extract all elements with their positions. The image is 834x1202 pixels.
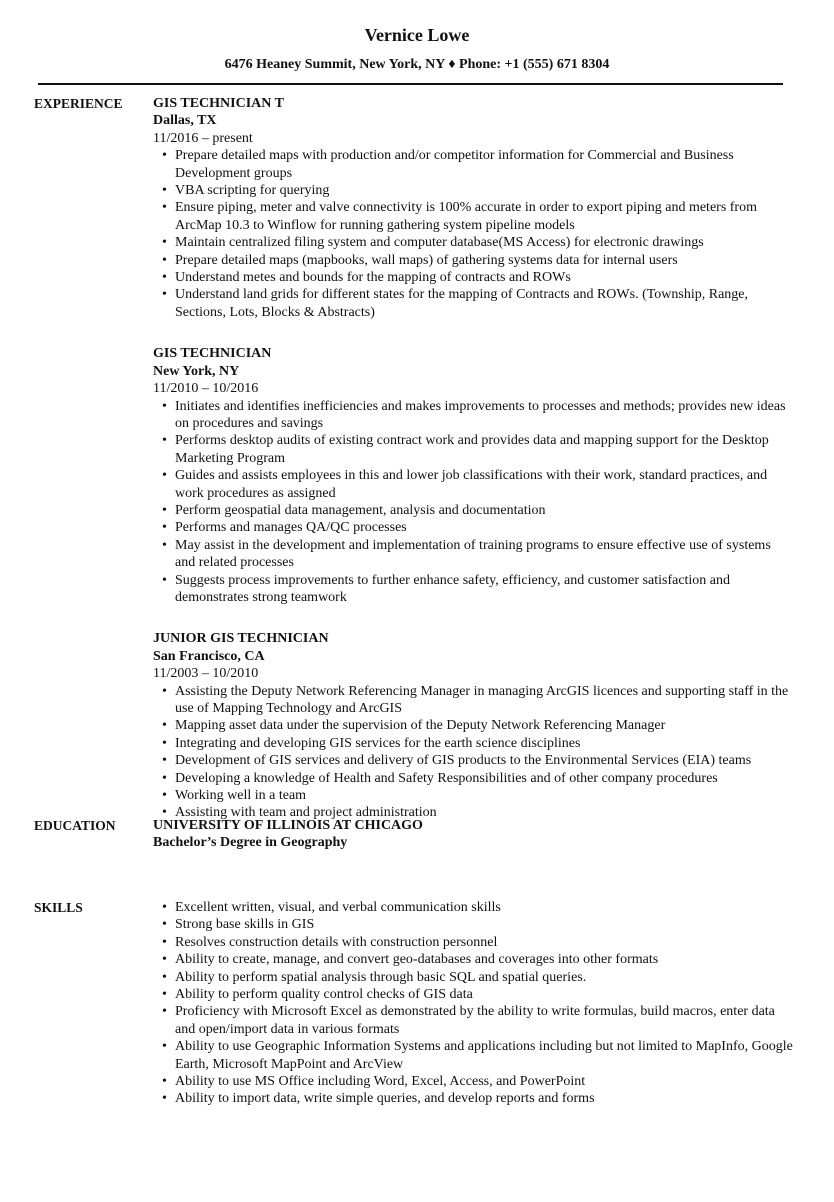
job-location: San Francisco, CA <box>153 648 265 664</box>
list-item: • Understand metes and bounds for the mapping of contracts and ROWs <box>175 269 793 286</box>
list-item: • Integrating and developing GIS services for the earth science disciplines <box>175 735 793 752</box>
list-item: • Performs desktop audits of existing contract work and provides data and mapping support for the Desktop Marketing Program <box>175 432 793 467</box>
skill-item: • Excellent written, visual, and verbal communication skills <box>175 899 793 916</box>
skill-item: • Ability to import data, write simple queries, and develop reports and forms <box>175 1090 793 1107</box>
skill-item: • Proficiency with Microsoft Excel as demonstrated by the ability to write formulas, build macros, enter data and open/import data in various formats <box>175 1003 793 1038</box>
skill-item: • Ability to use MS Office including Word, Excel, Access, and PowerPoint <box>175 1073 793 1090</box>
list-item: • Maintain centralized filing system and computer database(MS Access) for electronic drawings <box>175 234 793 251</box>
skill-item: • Resolves construction details with construction personnel <box>175 934 793 951</box>
list-item: • Suggests process improvements to further enhance safety, efficiency, and customer satisfaction and demonstrates strong teamwork <box>175 572 793 607</box>
job-dates: 11/2010 – 10/2016 <box>153 381 259 397</box>
skills-list <box>153 899 793 1108</box>
list-item: • Perform geospatial data management, analysis and documentation <box>175 502 793 519</box>
candidate-name: Vernice Lowe <box>364 25 470 45</box>
list-item: • Mapping asset data under the supervision of the Deputy Network Referencing Manager <box>175 717 793 734</box>
list-item: • Prepare detailed maps with production and/or competitor information for Commercial and Business Development groups <box>175 147 793 182</box>
list-item: • May assist in the development and implementation of training programs to ensure effective use of systems and related processes <box>175 537 793 572</box>
skill-item: • Ability to use Geographic Information Systems and applications including but not limited to MapInfo, Google Earth, Microsoft MapPoint and ArcView <box>175 1038 793 1073</box>
skill-item: • Ability to perform quality control checks of GIS data <box>175 986 793 1003</box>
job-entry <box>153 630 793 821</box>
section-label: SKILLS <box>34 900 83 915</box>
list-item: • Developing a knowledge of Health and Safety Responsibilities and of other company procedures <box>175 770 793 787</box>
job-dates: 11/2016 – present <box>153 130 253 146</box>
job-bullets <box>153 683 793 822</box>
list-item: • Ensure piping, meter and valve connectivity is 100% accurate in order to export piping and meters from ArcMap 10.3 to Winflow for running gathering system pipeline models <box>175 199 793 234</box>
section-label: EXPERIENCE <box>34 96 123 111</box>
section-label: EDUCATION <box>34 818 116 833</box>
skills-section <box>34 899 794 1108</box>
jobs-list <box>153 95 793 822</box>
job-dates: 11/2003 – 10/2010 <box>153 666 259 682</box>
list-item: • Guides and assists employees in this and lower job classifications with their work, standard practices, and work procedures as assigned <box>175 467 793 502</box>
experience-section <box>34 95 794 846</box>
job-entry <box>153 345 793 606</box>
list-item: • Assisting with team and project administration <box>175 804 793 821</box>
job-entry <box>153 95 793 321</box>
contact-line: 6476 Heaney Summit, New York, NY ♦ Phone: +1 (555) 671 8304 <box>224 57 610 72</box>
list-item: • Working well in a team <box>175 787 793 804</box>
job-bullets <box>153 147 793 321</box>
education-section <box>34 817 794 852</box>
list-item: • Assisting the Deputy Network Referencing Manager in managing ArcGIS licences and supporting staff in the use of Mapping Technology and ArcGIS <box>175 683 793 718</box>
degree: Bachelor’s Degree in Geography <box>153 835 348 851</box>
list-item: • Initiates and identifies inefficiencies and makes improvements to processes and methods; provides new ideas on procedures and savings <box>175 398 793 433</box>
list-item: • Prepare detailed maps (mapbooks, wall maps) of gathering systems data for internal users <box>175 252 793 269</box>
skill-item: • Ability to create, manage, and convert geo-databases and coverages into other formats <box>175 951 793 968</box>
job-title: GIS TECHNICIAN <box>153 346 272 362</box>
school-name: UNIVERSITY OF ILLINOIS AT CHICAGO <box>153 818 423 833</box>
job-bullets <box>153 398 793 607</box>
skill-item: • Strong base skills in GIS <box>175 916 793 933</box>
list-item: • Understand land grids for different states for the mapping of Contracts and ROWs. (Township, Range, Sections, Lots, Blocks & Abstracts) <box>175 286 793 321</box>
list-item: • VBA scripting for querying <box>175 182 793 199</box>
job-title: JUNIOR GIS TECHNICIAN <box>153 631 329 647</box>
list-item: • Development of GIS services and delivery of GIS products to the Environmental Services (EIA) teams <box>175 752 793 769</box>
job-title: GIS TECHNICIAN T <box>153 96 284 111</box>
skill-item: • Ability to perform spatial analysis through basic SQL and spatial queries. <box>175 969 793 986</box>
job-location: New York, NY <box>153 363 240 379</box>
list-item: • Performs and manages QA/QC processes <box>175 519 793 536</box>
header-divider <box>38 83 783 85</box>
job-location: Dallas, TX <box>153 113 217 129</box>
